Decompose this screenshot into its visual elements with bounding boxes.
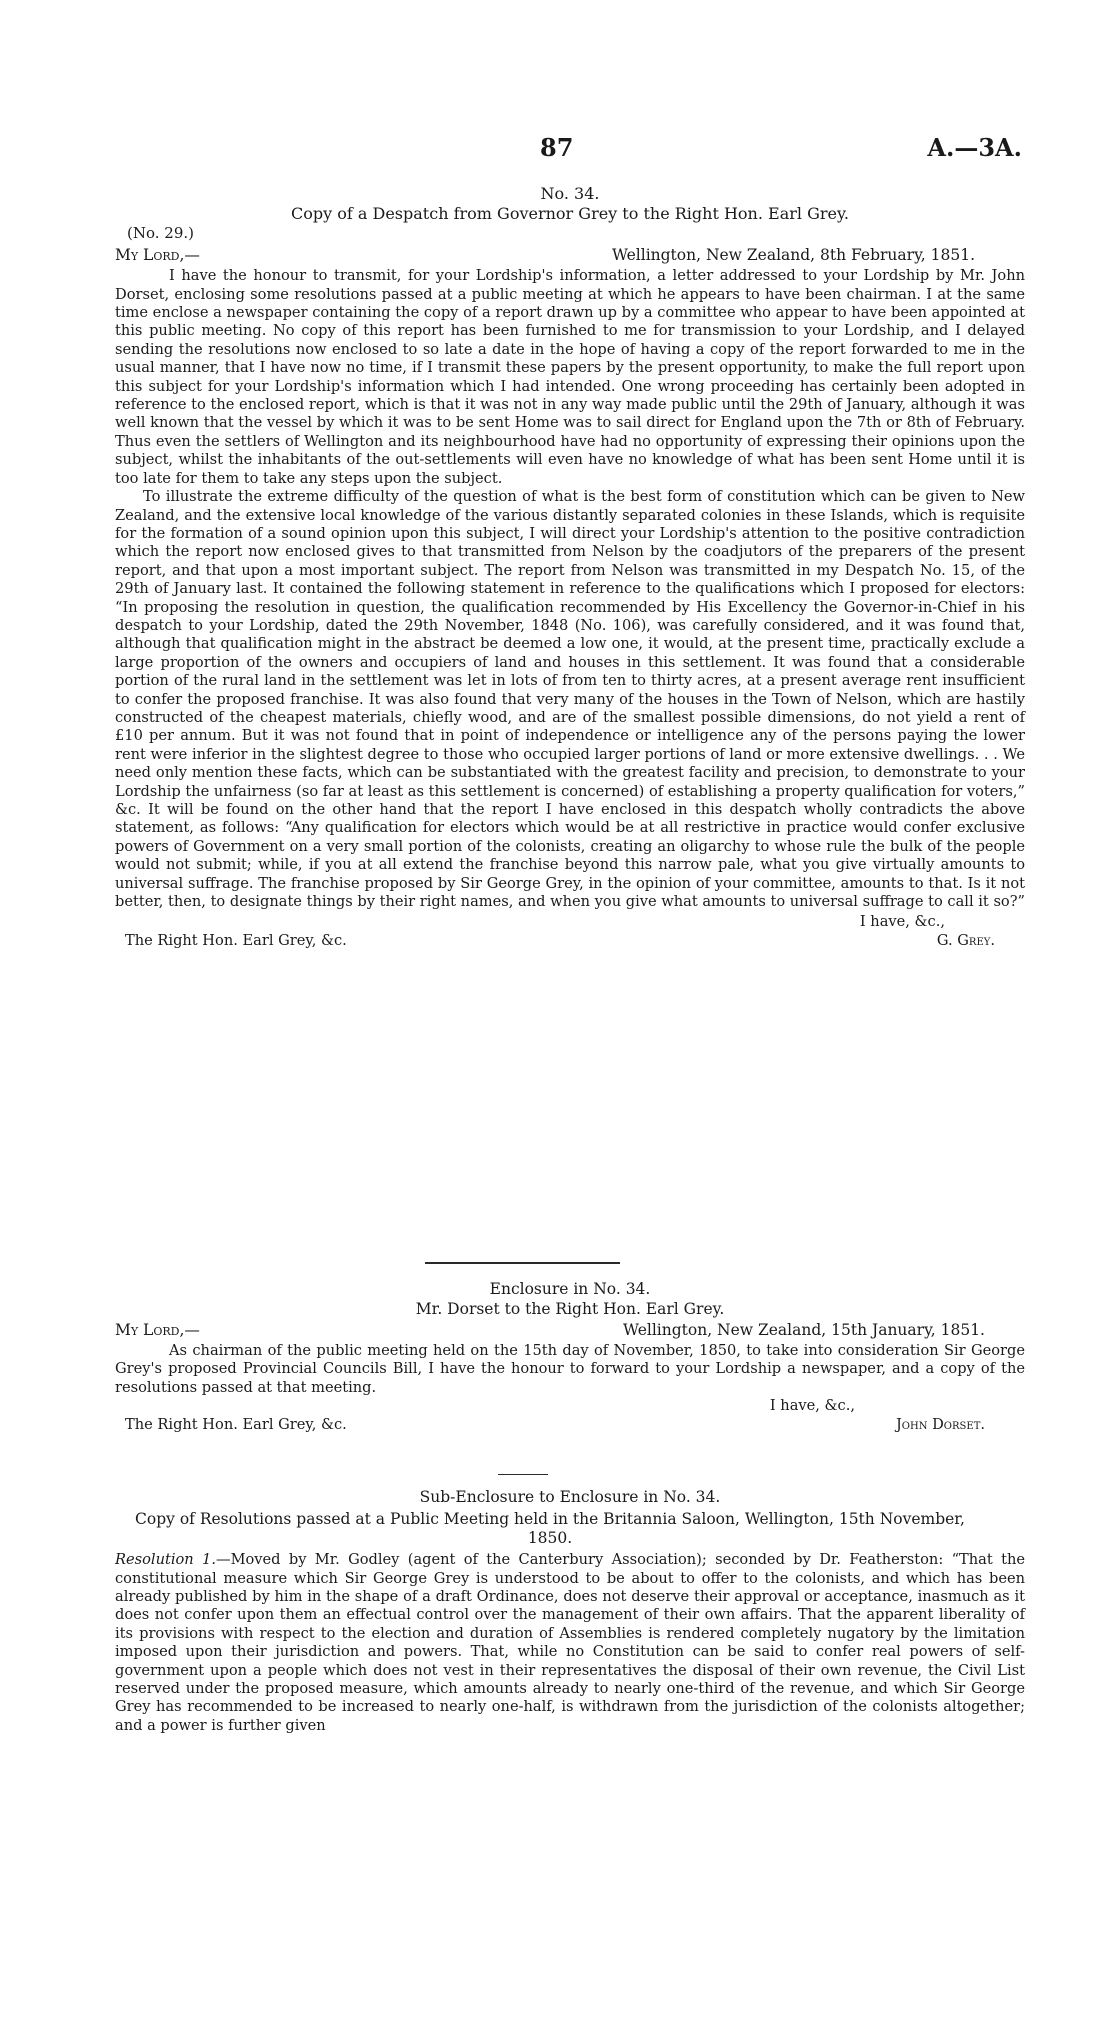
enclosure-title: Mr. Dorset to the Right Hon. Earl Grey. [415,1300,725,1319]
enclosure-addressee: The Right Hon. Earl Grey, &c. [125,1416,347,1434]
resolution-label: Resolution 1. [115,1551,216,1569]
closing-row [115,913,1025,932]
despatch-place-date: Wellington, New Zealand, 8th February, 1851. [611,246,975,265]
resolution-text: —Moved by Mr. Godley (agent of the Canterbury Association); seconded by Dr. Featherston: “That the constitutional measure which Sir George Grey is understood to be about to offer to the colonists, and which has been already published by him in the shape of a draft Ordinance, does not deserve their approval or acceptance, inasmuch as it does not confer upon them an effectual control over the management of their own affairs. That the apparent liberality of its provisions with respect to the election and duration of Assemblies is rendered completely nugatory by the limitation imposed upon their jurisdiction and powers. That, while no Constitution can be said to confer real powers of self-government upon a people which does not vest in their representatives the disposal of their own revenue, the Civil List reserved under the proposed measure, which amounts already to nearly one-third of the revenue, and which Sir George Grey has recommended to be increased to nearly one-half, is withdrawn from the jurisdiction of the colonists altogether; and a power is further given [115,1551,1025,1734]
sub-enclosure-title: Copy of Resolutions passed at a Public Meeting held in the Britannia Saloon, Wellington, 15th November, 1850. [135,1510,965,1547]
sub-enclosure-section [115,1488,1025,1735]
salutation-row [115,246,1025,265]
resolution-1 [115,1551,1025,1735]
enclosure-paragraph: As chairman of the public meeting held on the 15th day of November, 1850, to take into consideration Sir George Grey's proposed Provincial Councils Bill, I have the honour to forward to your Lordship a newspaper, and a copy of the resolutions passed at that meeting. [115,1341,1025,1396]
despatch-number: No. 34. [540,184,600,203]
enclosure-signature-row [115,1416,1025,1435]
despatch-closing: I have, &c., [859,913,945,931]
enclosure-section [115,1280,1025,1435]
enclosure-closing: I have, &c., [769,1397,855,1415]
enclosure-salutation-row [115,1321,1025,1340]
enclosure-closing-row [115,1397,1025,1416]
despatch-paragraph-1: I have the honour to transmit, for your Lordship's information, a letter addressed to your Lordship by Mr. John Dorset, enclosing some resolutions passed at a public meeting at which he appears to have been chairman. I at the same time enclose a newspaper containing the copy of a report drawn up by a committee who appear to have been appointed at this public meeting. No copy of this report has been furnished to me for transmission to your Lordship, and I delayed sending the resolutions now enclosed to so late a date in the hope of having a copy of the report forwarded to me in the usual manner, that I have now no time, if I transmit these papers by the present opportunity, to make the full report upon this subject for your Lordship's information which I had intended. One wrong proceeding has certainly been adopted in reference to the enclosed report, which is that it was not in any way made public until the 29th of January, although it was well known that the vessel by which it was to be sent Home was to sail direct for England upon the 7th or 8th of February. Thus even the settlers of Wellington and its neighbourhood have had no opportunity of expressing their opinions upon the subject, whilst the inhabitants of the out-settlements will even have no knowledge of what has been sent Home until it is too late for them to take any steps upon the subject. [115,267,1025,487]
enclosure-signature: John Dorset. [895,1416,985,1434]
page-header [0,133,1114,163]
enclosure-salutation: My Lord,— [115,1320,200,1339]
sub-enclosure-heading: Sub-Enclosure to Enclosure in No. 34. [419,1488,721,1506]
page-number: 87 [540,133,574,162]
despatch-signature: G. Grey. [936,932,995,950]
signature-row [115,932,1025,951]
despatch-section [115,185,1025,951]
despatch-title: Copy of a Despatch from Governor Grey to the Right Hon. Earl Grey. [291,204,849,224]
section-divider [425,1262,620,1264]
despatch-paragraph-2: To illustrate the extreme difficulty of the question of what is the best form of constitution which can be given to New Zealand, and the extensive local knowledge of the various distantly separated colonies in these Islands, which is requisite for the formation of a sound opinion upon this subject, I will direct your Lordship's attention to the positive contradiction which the report now enclosed gives to that transmitted from Nelson by the coadjutors of the preparers of the present report, and that upon a most important subject. The report from Nelson was transmitted in my Despatch No. 15, of the 29th of January last. It contained the following statement in reference to the qualifications which I proposed for electors: “In proposing the resolution in question, the qualification recommended by His Excellency the Governor-in-Chief in his despatch to your Lordship, dated the 29th November, 1848 (No. 106), was carefully considered, and it was found that, although that qualification might in the abstract be deemed a low one, it would, at the present time, practically exclude a large proportion of the owners and occupiers of land and houses in this settlement. It was found that a considerable portion of the rural land in the settlement was let in lots of from ten to thirty acres, at a present average rent insufficient to confer the proposed franchise. It was also found that very many of the houses in the Town of Nelson, which are hastily constructed of the cheapest materials, chiefly wood, and are of the smallest possible dimensions, do not yield a rent of £10 per annum. But it was not found that in point of independence or intelligence any of the persons paying the lower rent were inferior in the slightest degree to those who occupied larger portions of land or more extensive dwellings. . . We need only mention these facts, which can be substantiated with the greatest facility and precision, to demonstrate to your Lordship the unfairness (so far at least as this settlement is concerned) of establishing a property qualification for voters,” &c. It will be found on the other hand that the report I have enclosed in this despatch wholly contradicts the above statement, as follows: “Any qualification for electors which would be at all restrictive in practice would confer exclusive powers of Government on a very small portion of the colonists, creating an oligarchy to whose rule the bulk of the people would not submit; while, if you at all extend the franchise beyond this narrow pale, what you give virtually amounts to universal suffrage. The franchise proposed by Sir George Grey, in the opinion of your committee, amounts to that. Is it not better, then, to designate things by their right names, and when you give what amounts to universal suffrage to call it so?” [115,488,1025,911]
document-code: A.—3A. [927,133,1022,162]
enclosure-place-date: Wellington, New Zealand, 15th January, 1851. [623,1320,985,1339]
despatch-sub-number: (No. 29.) [127,223,194,242]
enclosure-heading: Enclosure in No. 34. [489,1280,651,1298]
despatch-salutation: My Lord,— [115,246,200,265]
short-divider [498,1474,548,1475]
despatch-addressee: The Right Hon. Earl Grey, &c. [125,932,347,950]
